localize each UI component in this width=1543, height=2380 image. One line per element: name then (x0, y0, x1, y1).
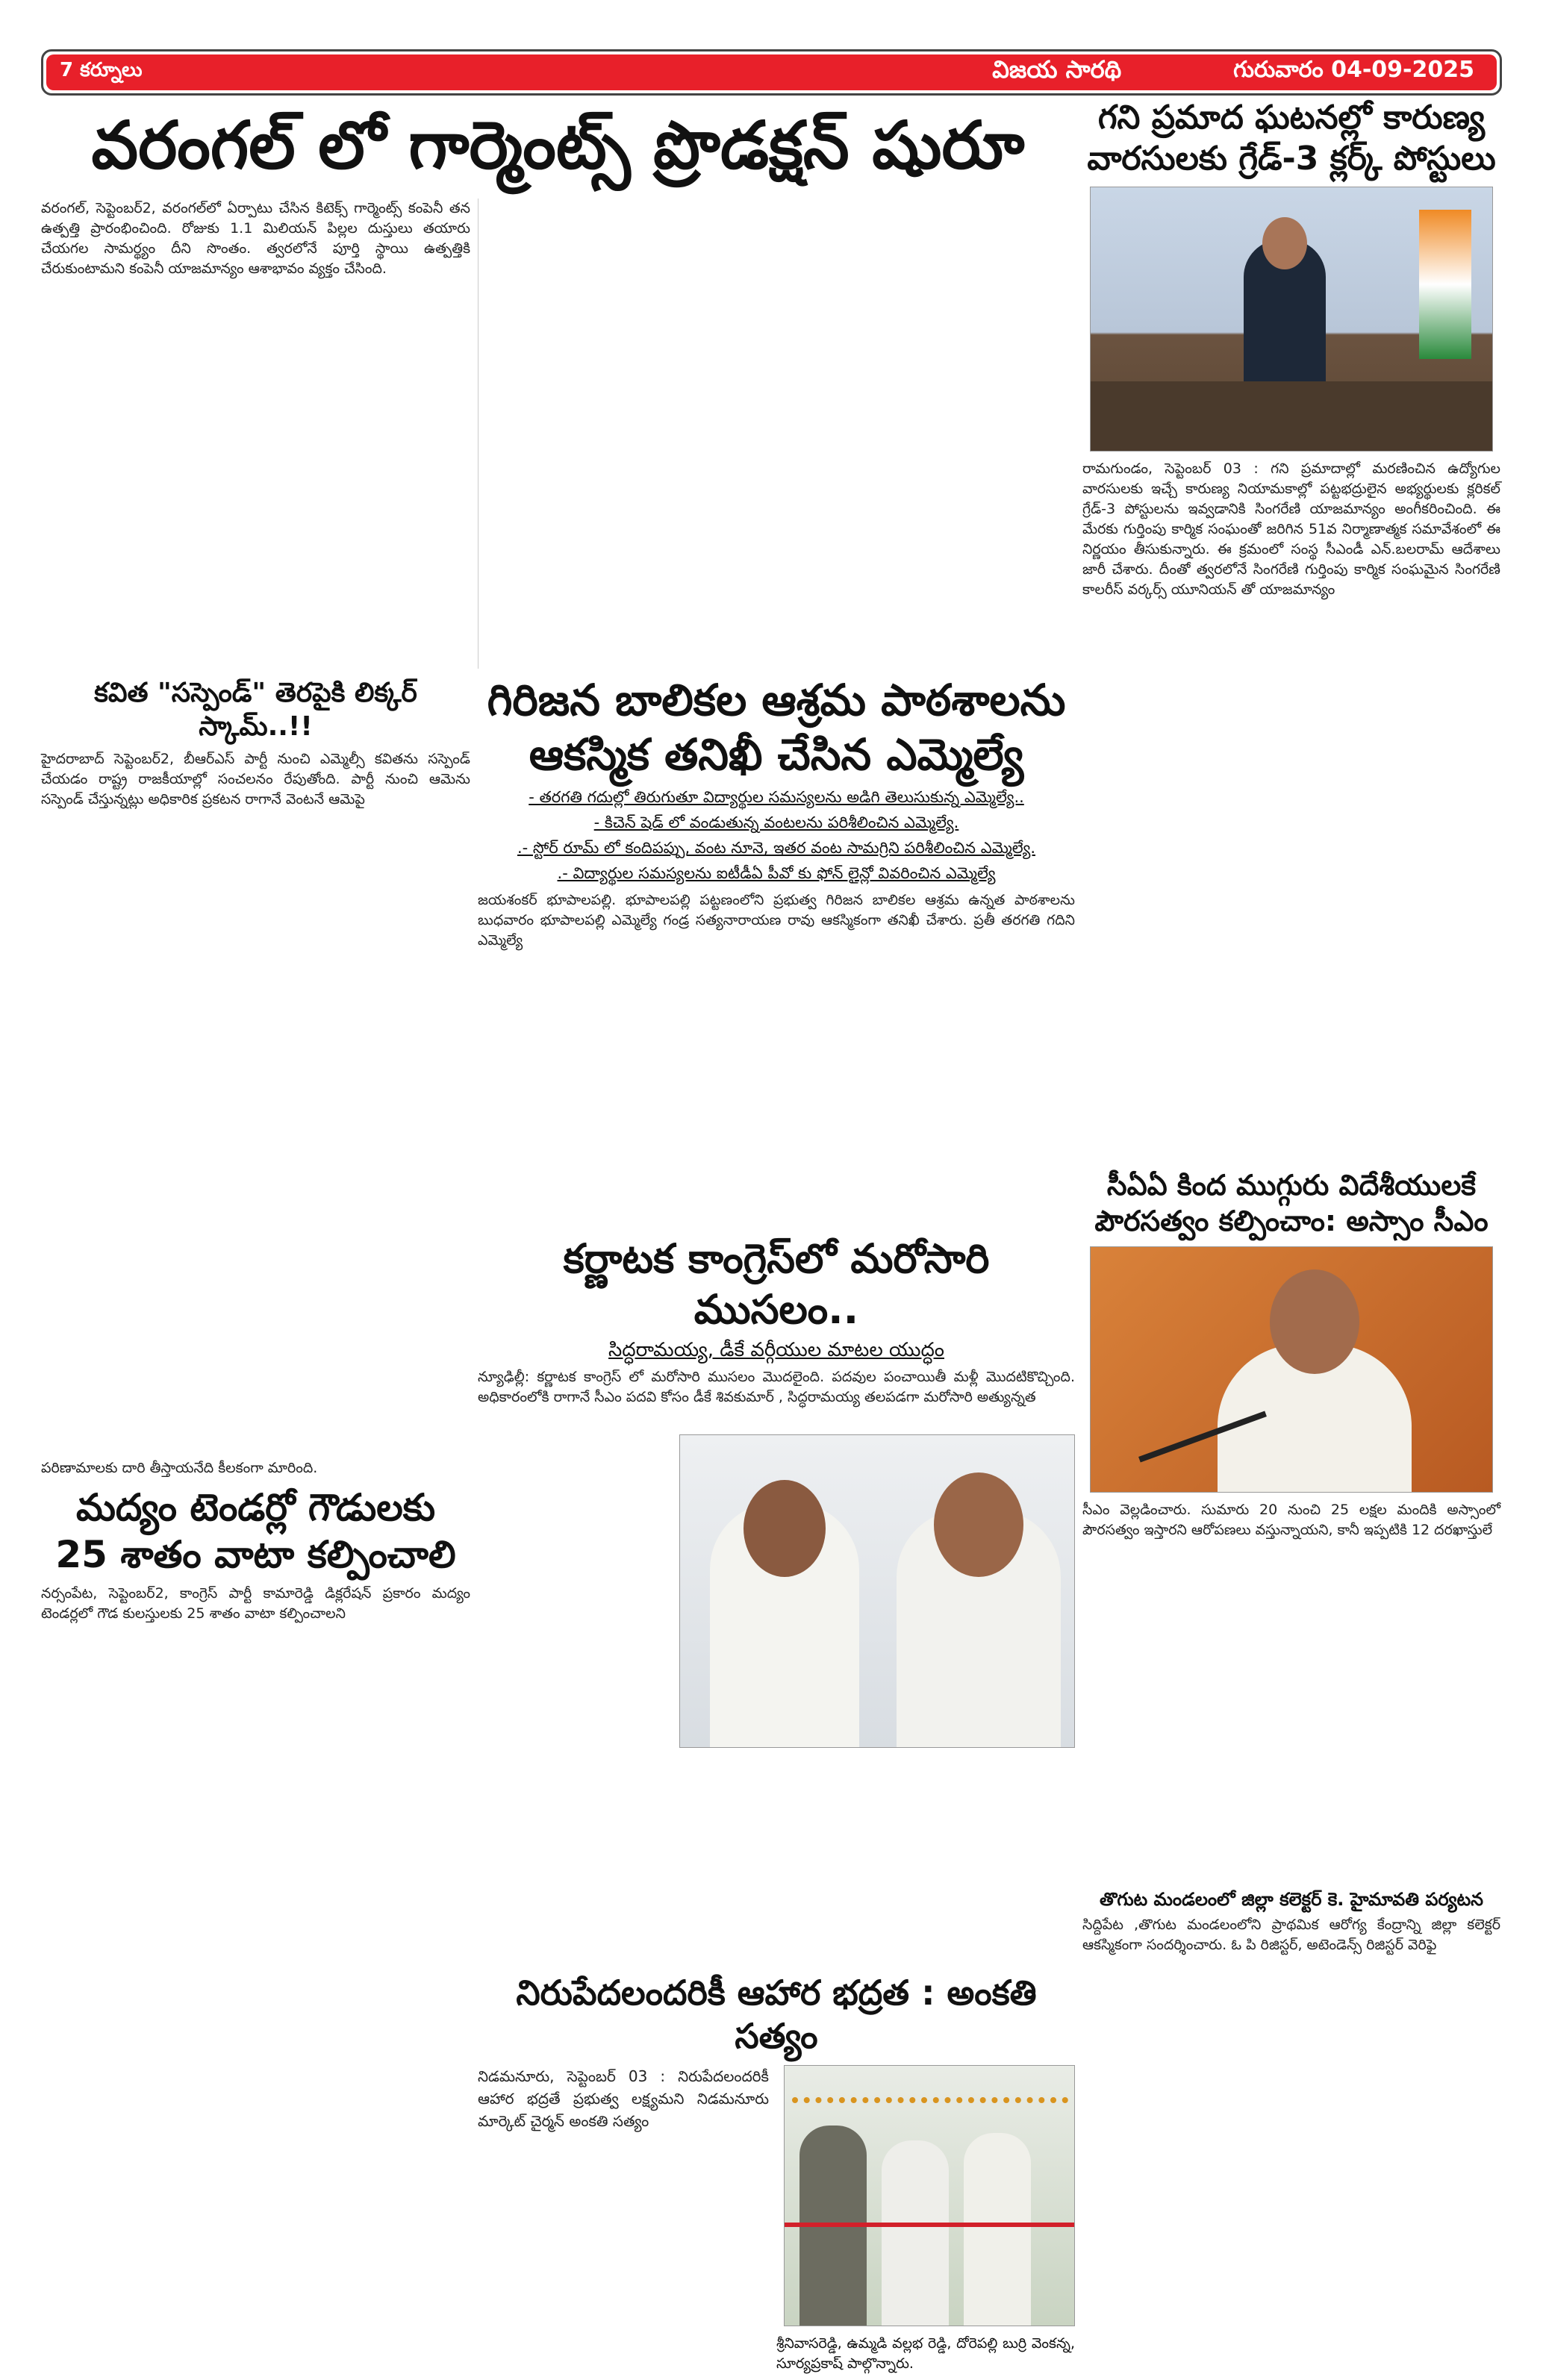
food-photo (784, 2065, 1075, 2326)
person-right-head (934, 1472, 1023, 1577)
left-middle-area (41, 104, 1075, 2374)
warangal-body-continued (478, 199, 1075, 669)
issue-date: గురువారం 04-09-2025 (1233, 57, 1474, 83)
warangal-body: వరంగల్, సెప్టెంబర్2, వరంగల్‌లో ఏర్పాటు చేసిన కిటెక్స్ గార్మెంట్స్ కంపెనీ తన ఉత్పత్తి ప్రారంభించింది. రోజుకు 1.1 మిలియన్ పిల్లల దుస్తులు తయారు చేయగల సామర్థ్యం దీని సొంతం. త్వరలోనే పూర్తి స్థాయి ఉత్పత్తికి చేరుకుంటామని కంపెనీ యాజమాన్యం ఆశాభావం వ్యక్తం చేసింది. (41, 200, 470, 277)
girijana-headline-2: ఆకస్మిక తనిఖీ చేసిన ఎమ్మెల్యే (529, 728, 1024, 780)
liquor-headline-2: 25 శాతం వాటా కల్పించాలి (55, 1532, 456, 1576)
subhead: .- స్టోర్ రూమ్ లో కందిపప్పు, వంట నూనె, ఇతర వంట సామగ్రిని పరిశీలించిన ఎమ్మెల్యే. (517, 839, 1035, 857)
flag (1419, 210, 1471, 359)
food-headline: నిరుపేదలందరికీ ఆహార భద్రత : అంకతి సత్యం (516, 1973, 1037, 2056)
warangal-headline: వరంగల్ లో గార్మెంట్స్ ప్రొడక్షన్ షురూ (91, 107, 1025, 184)
subhead: .- విద్యార్థుల సమస్యలను ఐటీడీఏ పీవో కు ఫోన్ లైన్లో వివరించిన ఎమ్మెల్యే (557, 864, 996, 882)
person (882, 2140, 949, 2326)
food-row (478, 2065, 1075, 2326)
girijana-headline-1: గిరిజన బాలికల ఆశ్రమ పాఠశాలను (487, 675, 1066, 725)
kavitha-body: హైదరాబాద్ సెప్టెంబర్2, బీఆర్ఎస్ పార్టీ నుంచి ఎమ్మెల్సీ కవితను సస్పెండ్ చేయడం రాష్ట్ర రాజకీయాల్లో సంచలనం రేపుతోంది. పార్టీ నుంచి ఆమెను సస్పెండ్ చేస్తున్నట్లు అధికారిక ప్రకటన రాగానే వెంటనే ఆమెపై (41, 751, 470, 808)
ribbon (785, 2223, 1075, 2227)
right-column (1082, 97, 1500, 1955)
garland (792, 2073, 1068, 2103)
kavitha-headline: కవిత "సస్పెండ్" తెరపైకి లిక్కర్ స్కామ్..!! (94, 678, 417, 742)
karnataka-body: న్యూఢిల్లీ: కర్ణాటక కాంగ్రెస్ లో మరోసారి ముసలం మొదలైంది. పదవుల పంచాయితీ మళ్లీ మొదటికొచ్చింది. అధికారంలోకి రాగానే సీఎం పదవి కోసం డీకే శివకుమార్ , సిద్ధరామయ్య తలపడగా మరోసారి అత్యున్నత (478, 1369, 1075, 1405)
karnataka-headline: కర్ణాటక కాంగ్రెస్‌లో మరోసారి ముసలం.. (563, 1235, 990, 1333)
masthead-bar (46, 54, 1497, 90)
newspaper-name: విజయ సారథి (992, 55, 1122, 84)
person (964, 2133, 1031, 2326)
karnataka-subhead: సిద్ధరామయ్య, డీకే వర్గీయుల మాటల యుద్ధం (608, 1339, 944, 1361)
food-body: నిడమనూరు, సెప్టెంబర్ 03 : నిరుపేదలందరికీ ఆహార భద్రతే ప్రభుత్వ లక్ష్యమని నిడమనూరు మార్కెట్ చైర్మన్ అంకతి సత్యం (478, 2067, 769, 2130)
assam-headline-2: పౌరసత్వం కల్పించాం: అస్సాం సీఎం (1094, 1204, 1489, 1237)
desk (1091, 381, 1493, 452)
food-caption: శ్రీనివాసరెడ్డి, ఉమ్మడి వల్లభ రెడ్డి, దోరెపల్లి బుర్రి వెంకన్న, సూర్యప్రకాష్ పాల్గొన్నారు. (776, 2335, 1075, 2372)
karnataka-body-continued (478, 1748, 1075, 1964)
mine-headline: గని ప్రమాద ఘటనల్లో కారుణ్య వారసులకు గ్రేడ్-3 క్లర్క్ పోస్టులు (1087, 99, 1496, 178)
official-head (1262, 217, 1307, 269)
columns-row (41, 199, 1075, 2374)
assam-headline-1: సీఏఏ కింద ముగ్గురు విదేశీయులకే (1106, 1169, 1477, 1202)
masthead (41, 49, 1502, 96)
liquor-body: నర్సంపేట, సెప్టెంబర్2, కాంగ్రెస్ పార్టీ కామారెడ్డి డిక్లరేషన్ ప్రకారం మద్యం టెండర్లలో గౌడ కులస్తులకు 25 శాతం వాటా కల్పించాలని (41, 1585, 470, 1622)
collector-headline: తొగుట మండలంలో జిల్లా కలెక్టర్ కె. హైమావతి పర్యటన (1099, 1889, 1484, 1910)
kavitha-closing: పరిణామాలకు దారి తీస్తాయనేది కీలకంగా మారింది. (41, 1460, 318, 1476)
assam-body: సీఎం వెల్లడించారు. సుమారు 20 నుంచి 25 లక్షల మందికి అస్సాంలో పౌరసత్వం ఇస్తారని ఆరోపణలు వస్తున్నాయని, కానీ ఇప్పటికి 12 దరఖాస్తులే (1082, 1502, 1500, 1538)
subhead: - కిచెన్ షెడ్ లో వండుతున్న వంటలను పరిశీలించిన ఎమ్మెల్యే. (593, 813, 959, 831)
girijana-subheads (478, 784, 1075, 886)
collector-body: సిద్దిపేట ,తొగుట మండలంలోని ప్రాథమిక ఆరోగ్య కేంద్రాన్ని జిల్లా కలెక్టర్ ఆకస్మికంగా సందర్శించారు. ఓ పి రిజిస్టర్, అటెండెన్స్ రిజిస్టర్ వెరిఫై (1082, 1917, 1500, 1953)
assam-photo (1090, 1246, 1493, 1493)
page-label: 7 కర్నూలు (60, 59, 143, 81)
left-column (41, 199, 470, 2374)
cm-head (1270, 1269, 1359, 1374)
middle-column (478, 199, 1075, 2374)
liquor-headline-1: మద్యం టెండర్లో గౌడులకు (75, 1486, 436, 1529)
karnataka-photo (679, 1434, 1075, 1748)
mine-body: రామగుండం, సెప్టెంబర్ 03 : గని ప్రమాదాల్లో మరణించిన ఉద్యోగుల వారసులకు ఇచ్చే కారుణ్య నియామకాల్లో పట్టభద్రులైన అభ్యర్థులకు క్లరికల్ గ్రేడ్-3 పోస్టులను ఇవ్వడానికి సింగరేణి యాజమాన్యం అంగీకరించింది. ఈ మేరకు గుర్తింపు కార్మిక సంఘంతో జరిగిన 51వ నిర్మాణాత్మక సమావేశంలో ఈ నిర్ణయం తీసుకున్నారు. ఈ క్రమంలో సంస్థ సీఎండీ ఎన్.బలరామ్ ఆదేశాలు జారీ చేశారు. దీంతో త్వరలోనే సింగరేణి గుర్తింపు కార్మిక సంఘమైన సింగరేణి కాలరీస్ వర్కర్స్ యూనియన్ తో యాజమాన్యం (1082, 460, 1500, 598)
mine-photo (1090, 187, 1493, 452)
person-left-head (744, 1480, 826, 1577)
girijana-body: జయశంకర్ భూపాలపల్లి. భూపాలపల్లి పట్టణంలోని ప్రభుత్వ గిరిజన బాలికల ఆశ్రమ ఉన్నత పాఠశాలను బుధవారం భూపాలపల్లి ఎమ్మెల్యే గండ్ర సత్యనారాయణ రావు ఆకస్మికంగా తనిఖీ చేశారు. ప్రతీ తరగతి గదిని ఎమ్మెల్యే (478, 892, 1075, 949)
subhead: - తరగతి గదుల్లో తిరుగుతూ విద్యార్థుల సమస్యలను అడిగి తెలుసుకున్న ఎమ్మెల్యే.. (529, 788, 1024, 806)
